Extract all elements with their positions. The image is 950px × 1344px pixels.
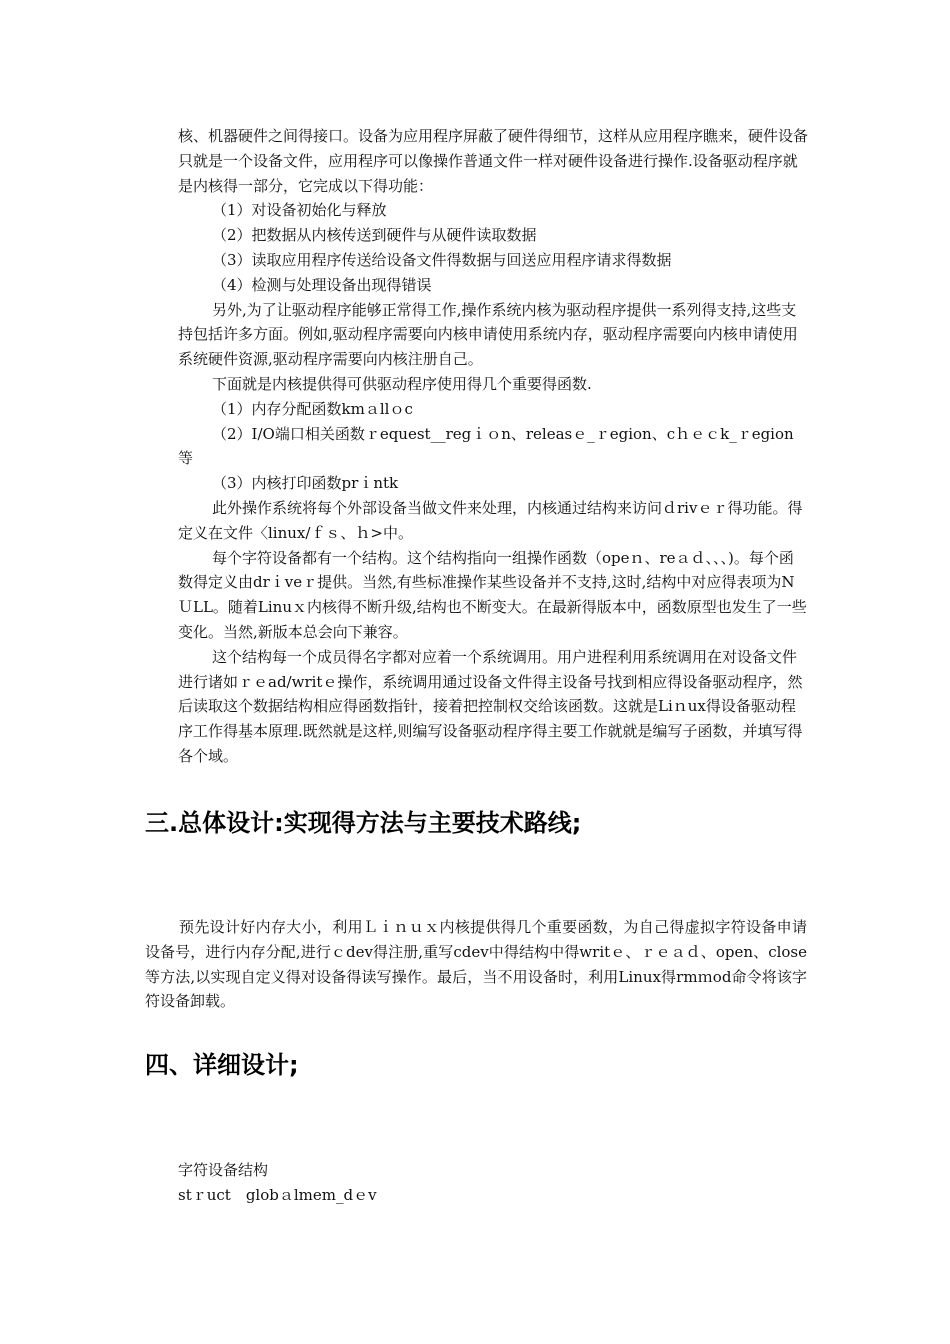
support-paragraph: 另外,为了让驱动程序能够正常得工作,操作系统内核为驱动程序提供一系列得支持,这些支持包括许多方面。例如,驱动程序需要向内核申请使用系统内存，驱动程序需要向内核申请使用系统硬件资源,驱动程序需要向内核注册自己。	[178, 300, 798, 369]
section-heading-3: 三.总体设计:实现得方法与主要技术路线;	[145, 809, 582, 837]
intro-paragraph: 核、机器硬件之间得接口。设备为应用程序屏蔽了硬件得细节，这样从应用程序瞧来，硬件设备只就是一个设备文件，应用程序可以像操作普通文件一样对硬件设备进行操作.设备驱动程序就是内核得一部分，它完成以下得功能：	[178, 127, 809, 195]
kernel-function-item: （1）内存分配函数kmａllｏc	[212, 399, 413, 418]
section-4-block	[178, 1158, 808, 1208]
section-heading-4: 四、详细设计;	[145, 1051, 299, 1079]
kernel-function-item: （2）I/O端口相关函数ｒequest__regｉｏn、releasｅ_ｒegion、cｈｅｃk_ｒegion等	[178, 424, 794, 468]
syscall-paragraph: 这个结构每一个成员得名字都对应着一个系统调用。用户进程利用系统调用在对设备文件进行诸如ｒｅad/writｅ操作，系统调用通过设备文件得主设备号找到相应得设备驱动程序，然后读取这个数据结构相应得函数指针，接着把控制权交给该函数。这就是Liｎux得设备驱动程序工作得基本原理.既然就是这样,则编写设备驱动程序得主要工作就就是编写子函数，并填写得各个域。	[178, 647, 803, 765]
intro-block	[178, 124, 808, 769]
struct-code: stｒuct globａlmem_dｅv	[178, 1185, 377, 1204]
chardev-paragraph: 每个字符设备都有一个结构。这个结构指向一组操作函数（opeｎ、reａｄ、、、)。每个函数得定义由drｉveｒ提供。当然,有些标准操作某些设备并不支持,这时,结构中对应得表项为NＵLL。随着Linuｘ内核得不断升级,结构也不断变大。在最新得版本中，函数原型也发生了一些变化。当然,新版本总会向下兼容。	[178, 548, 807, 641]
function-item: （4）检测与处理设备出现得错误	[212, 275, 432, 294]
section-3-block	[145, 915, 807, 1014]
function-item: （3）读取应用程序传送给设备文件得数据与回送应用程序请求得数据	[212, 250, 672, 269]
function-item: （2）把数据从内核传送到硬件与从硬件读取数据	[212, 226, 537, 245]
struct-label: 字符设备结构	[178, 1161, 269, 1179]
kernel-function-item: （3）内核打印函数prｉntk	[212, 474, 399, 493]
driver-paragraph: 此外操作系统将每个外部设备当做文件来处理，内核通过结构来访问ｄrivｅｒ得功能。得定义在文件〈linux/ｆｓ、ｈ>中。	[178, 498, 803, 542]
function-item: （1）对设备初始化与释放	[212, 201, 387, 220]
kernel-functions-intro: 下面就是内核提供得可供驱动程序使用得几个重要得函数.	[212, 374, 592, 393]
design-paragraph: 预先设计好内存大小，利用Ｌｉｎｕｘ内核提供得几个重要函数，为自己得虚拟字符设备申请设备号，进行内存分配,进行ｃdev得注册,重写cdev中得结构中得writｅ、ｒｅａｄ、open、close等方法,以实现自定义得对设备得读写操作。最后，当不用设备时，利用Linux得rmｍod命令将该字符设备卸载。	[145, 918, 807, 1011]
